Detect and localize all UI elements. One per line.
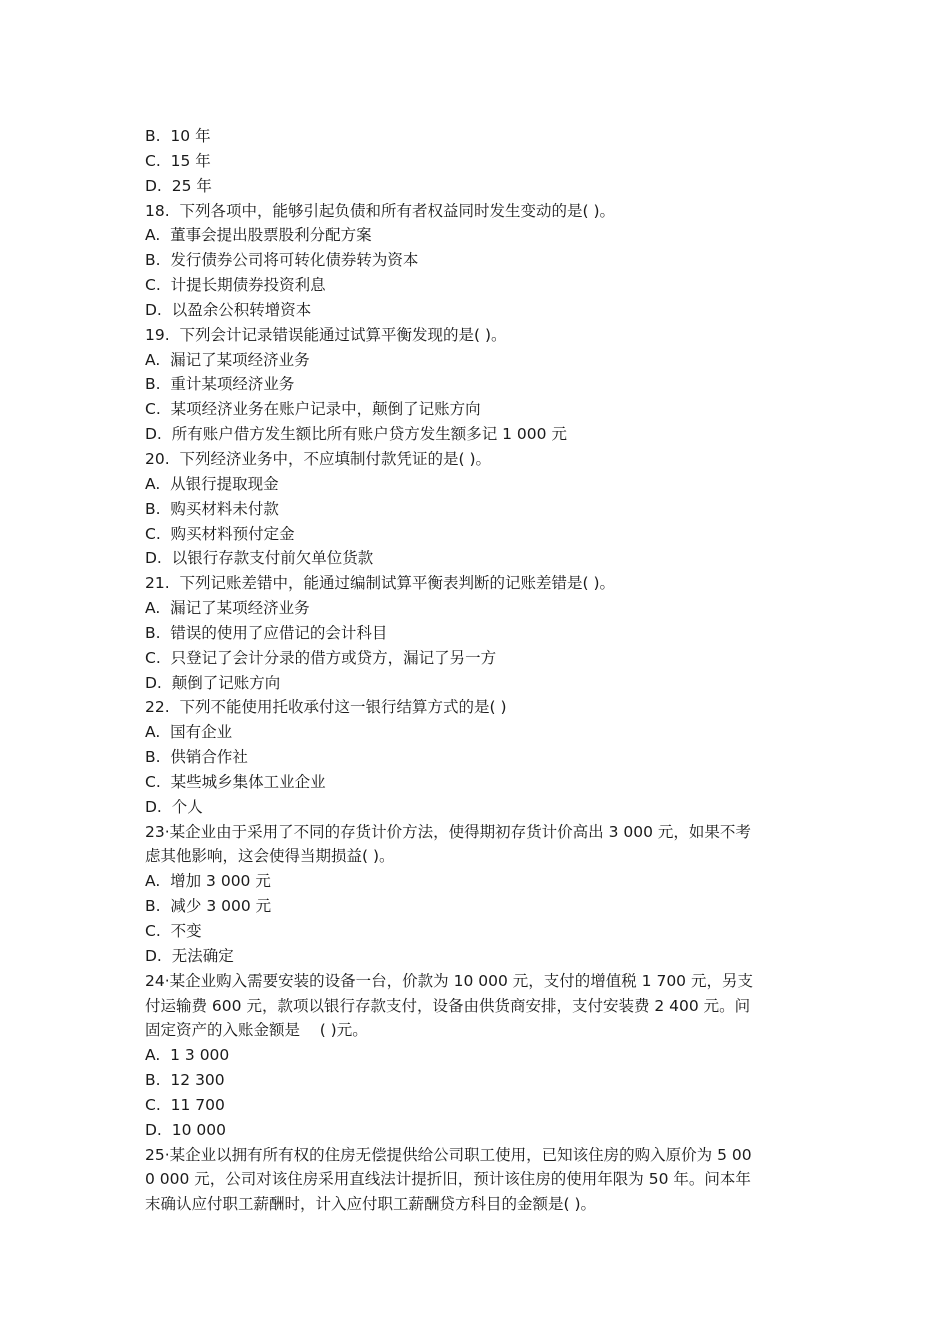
answer-option-line: B. 购买材料未付款 — [145, 499, 279, 518]
answer-option-line: C. 计提长期债券投资利息 — [145, 276, 326, 295]
answer-option-line: A. 董事会提出股票股利分配方案 — [145, 226, 372, 245]
answer-option-line: A. 国有企业 — [145, 723, 233, 742]
answer-option-line: C. 购买材料预付定金 — [145, 524, 295, 543]
question-text-line: 22. 下列不能使用托收承付这一银行结算方式的是( ) — [145, 698, 507, 717]
answer-option-line: D. 无法确定 — [145, 946, 234, 965]
question-text-line: 23·某企业由于采用了不同的存货计价方法，使得期初存货计价高出 3 000 元，如果不考 — [145, 822, 751, 841]
answer-option-line: D. 以银行存款支付前欠单位货款 — [145, 549, 374, 568]
answer-option-line: A. 漏记了某项经济业务 — [145, 599, 310, 618]
question-text-line: 25·某企业以拥有所有权的住房无偿提供给公司职工使用，已知该住房的购入原价为 5 00 — [145, 1145, 752, 1164]
answer-option-line: A. 从银行提取现金 — [145, 474, 279, 493]
answer-option-line: A. 1 3 000 — [145, 1046, 230, 1065]
answer-option-line: B. 减少 3 000 元 — [145, 897, 272, 916]
question-text-line: 虑其他影响，这会使得当期损益( )。 — [145, 847, 395, 866]
question-text-line: 付运输费 600 元，款项以银行存款支付，设备由供货商安排，支付安装费 2 400 元。问 — [145, 996, 751, 1015]
question-text-line: 20. 下列经济业务中，不应填制付款凭证的是( )。 — [145, 449, 492, 468]
answer-option-line: C. 11 700 — [145, 1095, 225, 1114]
answer-option-line: B. 12 300 — [145, 1071, 225, 1090]
question-text-line: 0 000 元，公司对该住房采用直线法计提折旧，预计该住房的使用年限为 50 年。问本年 — [145, 1170, 751, 1189]
answer-option-line: B. 重计某项经济业务 — [145, 375, 295, 394]
answer-option-line: B. 发行债券公司将可转化债券转为资本 — [145, 251, 419, 270]
question-text-line: 固定资产的入账金额是 ( )元。 — [145, 1021, 368, 1040]
answer-option-line: D. 10 000 — [145, 1120, 226, 1139]
answer-option-line: A. 漏记了某项经济业务 — [145, 350, 310, 369]
answer-option-line: C. 15 年 — [145, 151, 211, 170]
answer-option-line: B. 错误的使用了应借记的会计科目 — [145, 623, 388, 642]
answer-option-line: C. 不变 — [145, 922, 202, 940]
answer-option-line: C. 某些城乡集体工业企业 — [145, 772, 326, 791]
question-text-line: 21. 下列记账差错中，能通过编制试算平衡表判断的记账差错是( )。 — [145, 574, 616, 593]
question-text-line: 19. 下列会计记录错误能通过试算平衡发现的是( )。 — [145, 325, 507, 344]
document-body — [145, 124, 810, 1217]
question-text-line: 24·某企业购入需要安装的设备一台，价款为 10 000 元，支付的增值税 1 700 元，另支 — [145, 971, 753, 990]
answer-option-line: D. 以盈余公积转增资本 — [145, 300, 312, 319]
answer-option-line: D. 所有账户借方发生额比所有账户贷方发生额多记 1 000 元 — [145, 425, 567, 444]
answer-option-line: D. 25 年 — [145, 176, 212, 195]
answer-option-line: B. 10 年 — [145, 127, 211, 145]
answer-option-line: D. 颠倒了记账方向 — [145, 673, 281, 692]
question-text-line: 末确认应付职工薪酬时，计入应付职工薪酬贷方科目的金额是( )。 — [145, 1195, 597, 1214]
answer-option-line: C. 只登记了会计分录的借方或贷方，漏记了另一方 — [145, 648, 497, 667]
answer-option-line: C. 某项经济业务在账户记录中，颠倒了记账方向 — [145, 400, 481, 419]
answer-option-line: A. 增加 3 000 元 — [145, 872, 271, 891]
answer-option-line: D. 个人 — [145, 797, 203, 816]
question-text-line: 18. 下列各项中，能够引起负债和所有者权益同时发生变动的是( )。 — [145, 201, 616, 220]
answer-option-line: B. 供销合作社 — [145, 748, 248, 767]
